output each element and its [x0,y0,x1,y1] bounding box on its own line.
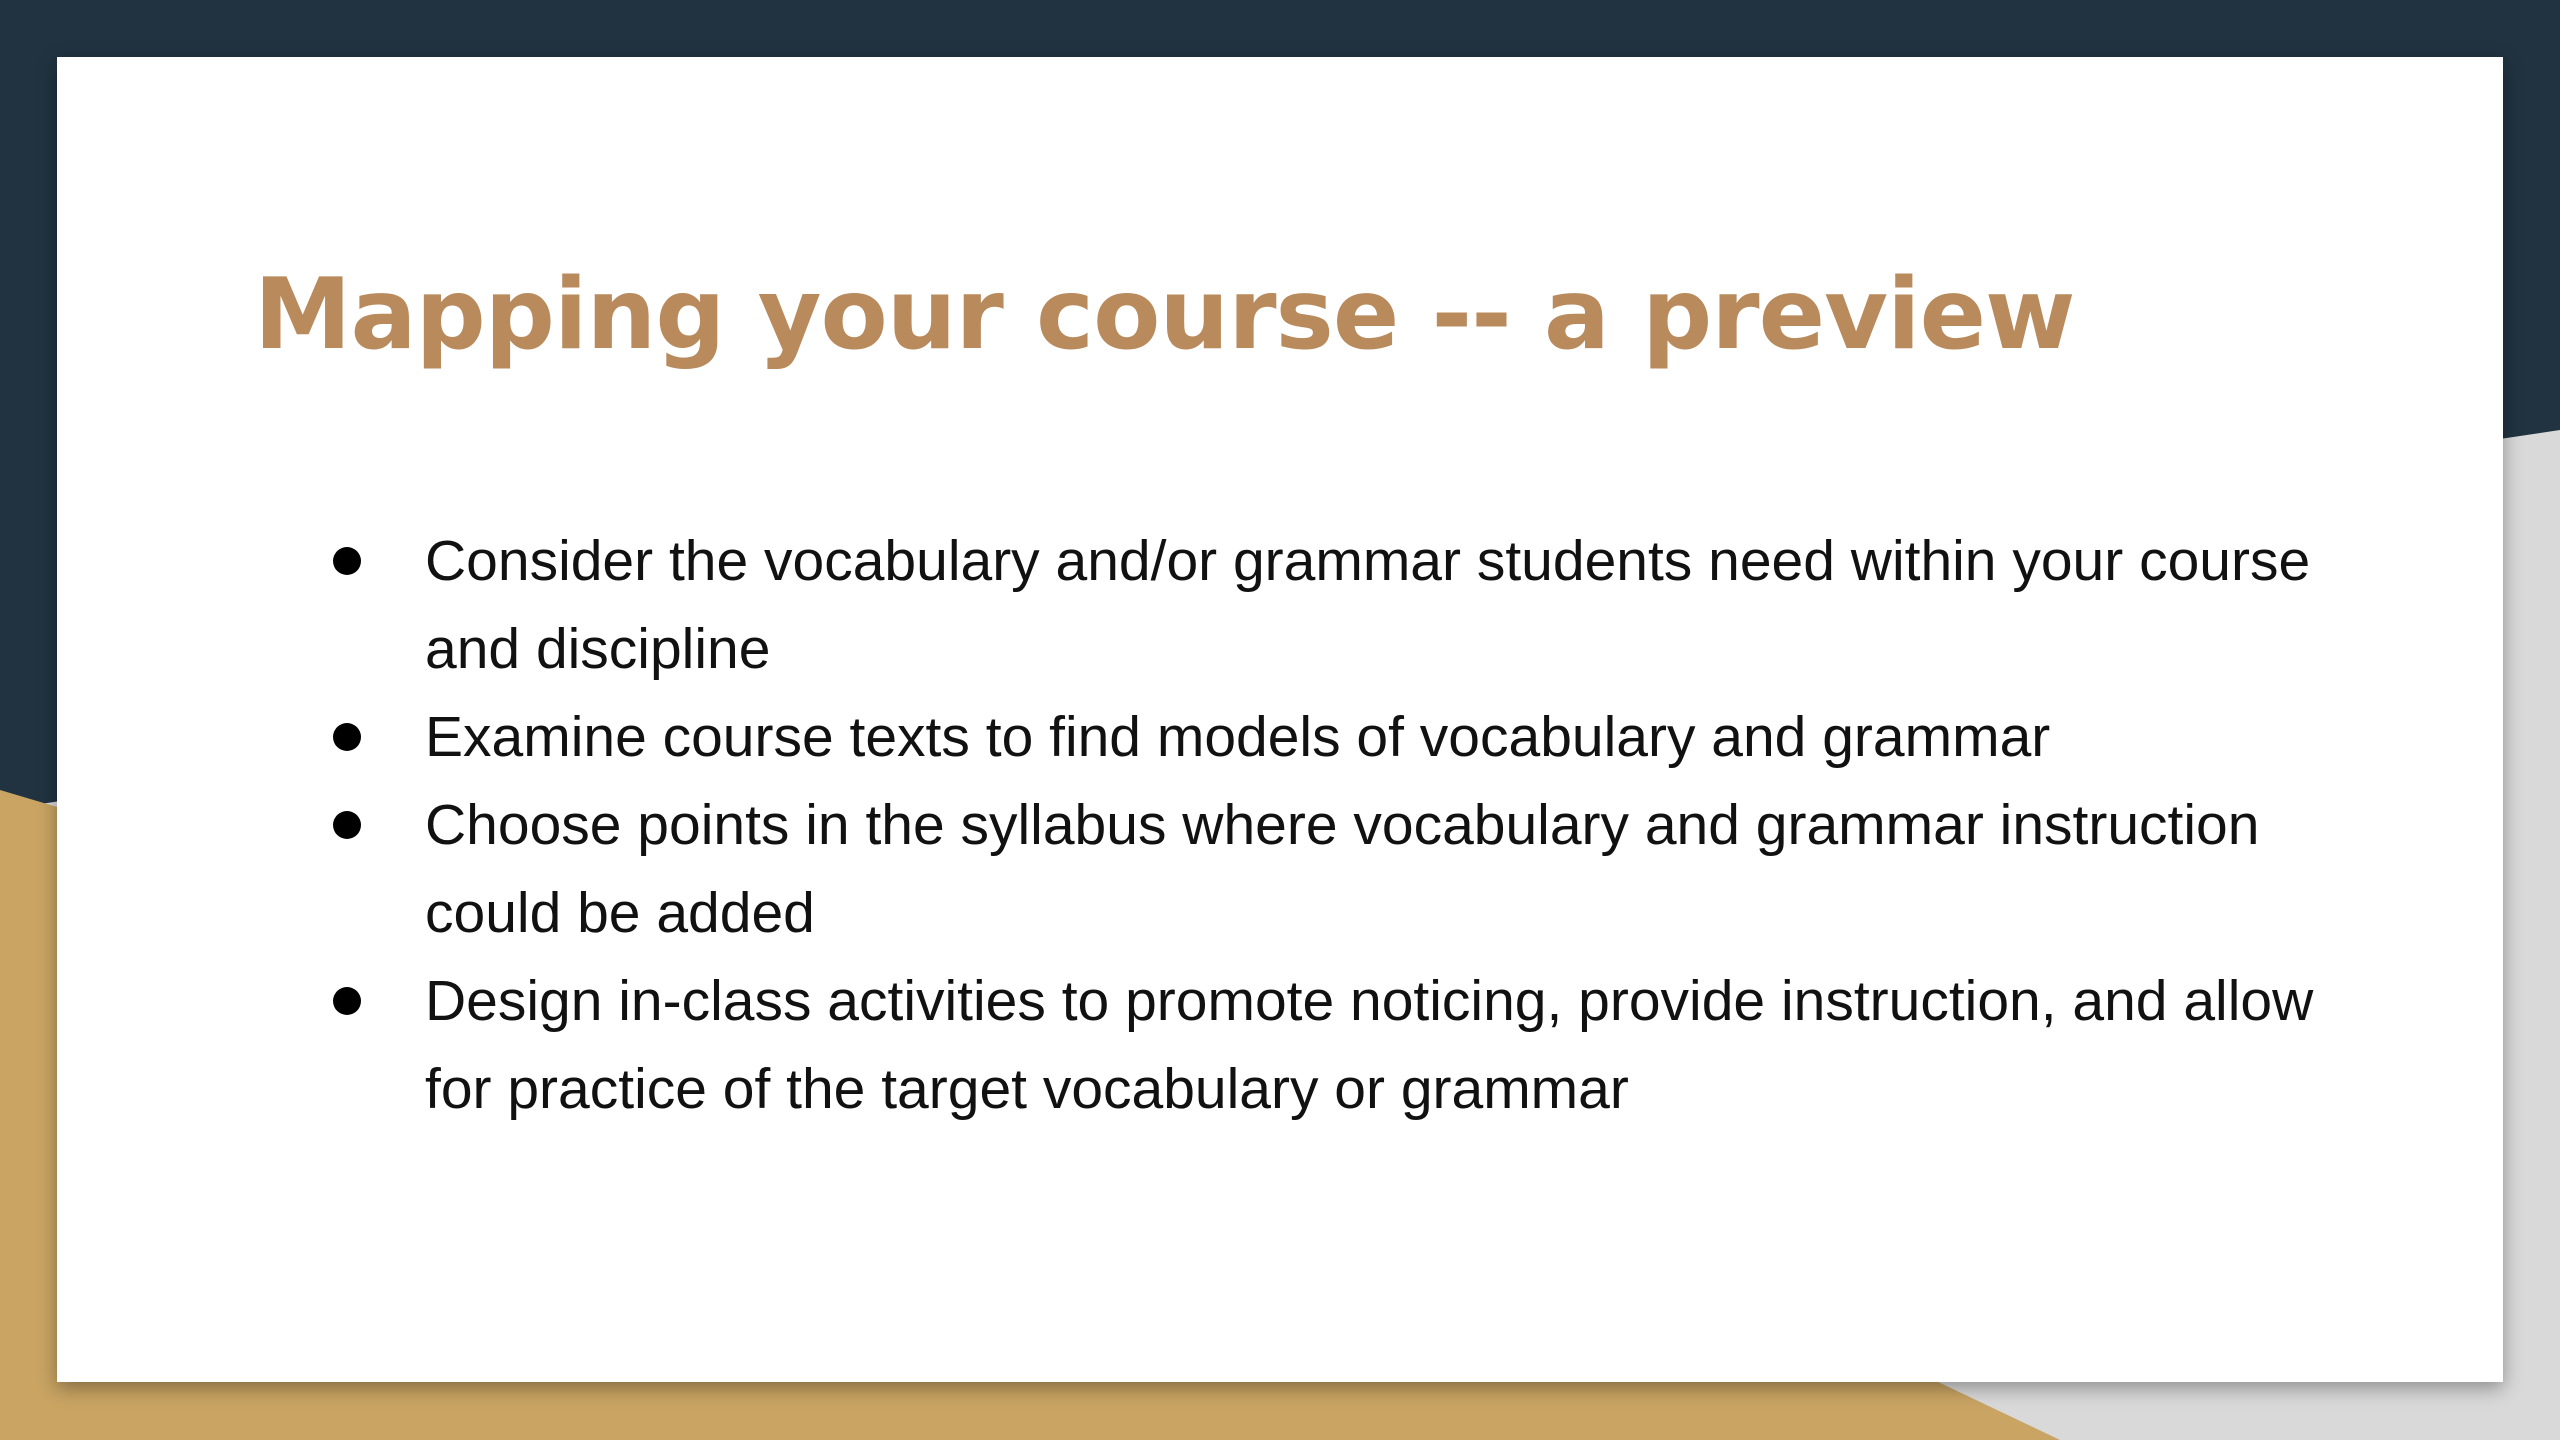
bullet-text: Design in-class activities to promote noticing, provide instruction, and allow for practice of the target vocabulary or grammar [425,969,2314,1121]
slide-card [57,57,2503,1382]
bullet-text: Examine course texts to find models of vocabulary and grammar [425,705,2051,769]
bullet-item [257,957,2377,1133]
bullet-item [257,693,2377,781]
slide-title: Mapping your course -- a preview [254,258,2075,372]
bullet-item [257,781,2377,957]
bullet-text: Consider the vocabulary and/or grammar students need within your course and discipline [425,529,2311,681]
bullet-dot-icon [333,811,361,839]
bullet-list [257,517,2377,1133]
bullet-text: Choose points in the syllabus where vocabulary and grammar instruction could be added [425,793,2260,945]
bullet-dot-icon [333,723,361,751]
bullet-dot-icon [333,987,361,1015]
bullet-item [257,517,2377,693]
bullet-dot-icon [333,547,361,575]
